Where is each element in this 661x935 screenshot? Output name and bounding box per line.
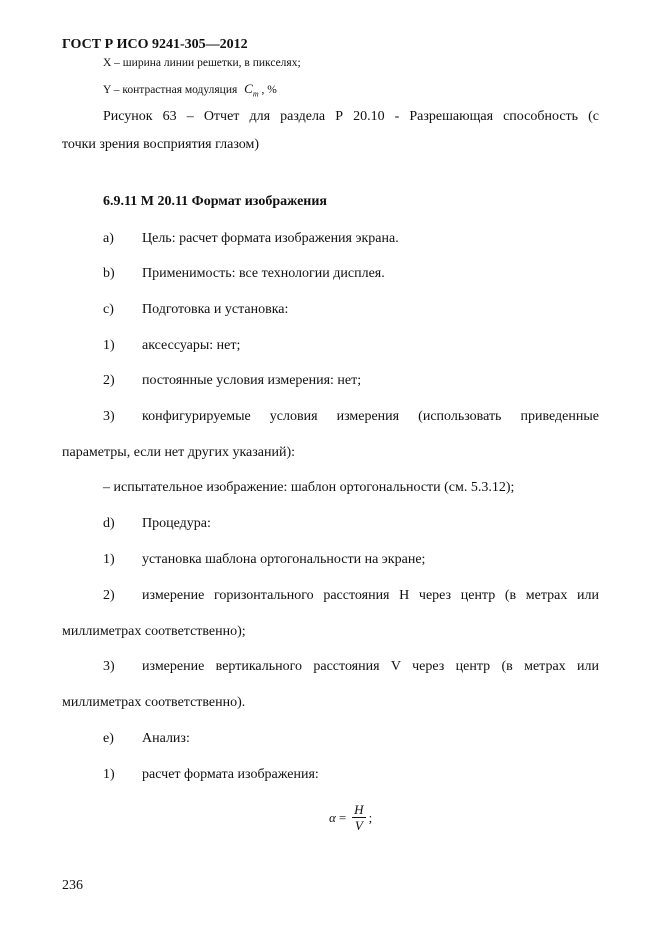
formula-tail: ; — [368, 810, 373, 825]
figure-caption-line2: точки зрения восприятия глазом) — [62, 137, 260, 152]
section-heading: 6.9.11 М 20.11 Формат изображения — [103, 194, 328, 209]
legend-y — [103, 81, 277, 98]
item-c-text: Подготовка и установка: — [142, 302, 289, 317]
item-d3-text: измерение вертикального расстояния V через центр (в метрах или — [142, 659, 599, 674]
legend-y-symbol: C — [244, 81, 253, 96]
item-d2-cont: миллиметрах соответственно); — [62, 624, 246, 639]
formula-denominator: V — [354, 818, 363, 833]
item-d2-label: 2) — [103, 588, 115, 603]
item-d1-text: установка шаблона ортогональности на экране; — [142, 552, 426, 567]
formula-equals: = — [338, 810, 347, 825]
legend-x: X – ширина линии решетки, в пикселях; — [103, 57, 301, 69]
aspect-ratio-formula — [329, 803, 372, 833]
item-e-text: Анализ: — [142, 731, 190, 746]
figure-caption-line1: Рисунок 63 – Отчет для раздела Р 20.10 - Разрешающая способность (с — [103, 109, 599, 124]
formula-lhs: α — [329, 810, 336, 825]
item-e1-label: 1) — [103, 767, 115, 782]
item-a-text: Цель: расчет формата изображения экрана. — [142, 231, 399, 246]
formula-numerator: H — [354, 802, 364, 817]
item-d-label: d) — [103, 516, 115, 531]
legend-y-subscript: m — [252, 89, 259, 99]
item-d3-cont: миллиметрах соответственно). — [62, 695, 246, 710]
item-c3-text: конфигурируемые условия измерения (использовать приведенные — [142, 409, 599, 424]
item-c2-text: постоянные условия измерения: нет; — [142, 373, 362, 388]
item-c-label: c) — [103, 302, 114, 317]
item-b-text: Применимость: все технологии дисплея. — [142, 266, 385, 281]
item-d-text: Процедура: — [142, 516, 211, 531]
item-c2-label: 2) — [103, 373, 115, 388]
item-b-label: b) — [103, 266, 115, 281]
item-c3-cont: параметры, если нет других указаний): — [62, 445, 296, 460]
item-c-dash: – испытательное изображение: шаблон ортогональности (см. 5.3.12); — [103, 480, 515, 495]
formula-fraction — [352, 803, 365, 833]
item-d3-label: 3) — [103, 659, 115, 674]
legend-y-prefix: Y – контрастная модуляция — [103, 84, 238, 96]
item-c3-label: 3) — [103, 409, 115, 424]
page-number: 236 — [62, 878, 83, 893]
item-d1-label: 1) — [103, 552, 115, 567]
item-a-label: a) — [103, 231, 114, 246]
legend-y-suffix: , % — [261, 84, 277, 96]
item-d2-text: измерение горизонтального расстояния H через центр (в метрах или — [142, 588, 599, 603]
item-c1-text: аксессуары: нет; — [142, 338, 241, 353]
item-c1-label: 1) — [103, 338, 115, 353]
item-e-label: e) — [103, 731, 114, 746]
item-e1-text: расчет формата изображения: — [142, 767, 319, 782]
document-header: ГОСТ Р ИСО 9241-305—2012 — [62, 37, 248, 52]
